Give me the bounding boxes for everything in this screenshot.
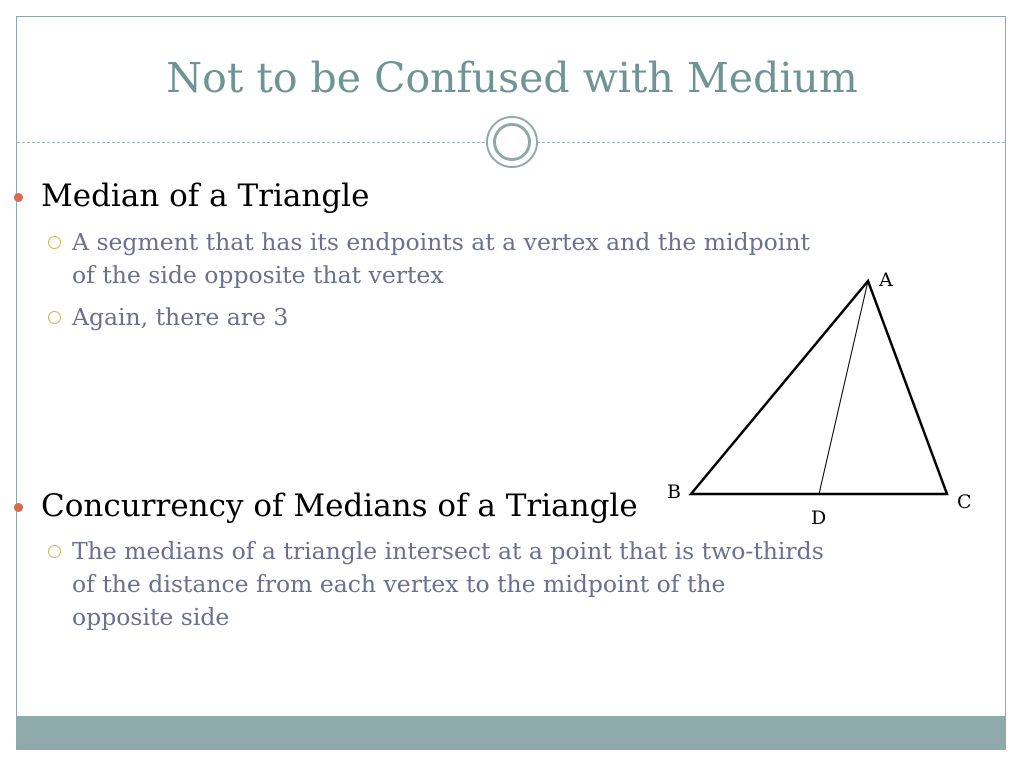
vertex-label-c: C [957, 491, 972, 513]
median-ad [819, 281, 868, 494]
slide-title: Not to be Confused with Medium [166, 54, 858, 102]
sub-bullet-marker [48, 311, 61, 324]
vertex-label-a: A [879, 269, 893, 291]
text-line: of the distance from each vertex to the midpoint of the [72, 570, 726, 598]
vertex-label-b: B [667, 481, 681, 503]
bullet-marker [14, 193, 23, 202]
bullet-marker [14, 503, 23, 512]
sub-bullet-medians-intersect [72, 535, 824, 634]
text-line: opposite side [72, 603, 230, 631]
vertex-label-d: D [811, 507, 827, 529]
triangle-abc [691, 281, 947, 494]
text-line: of the side opposite that vertex [72, 261, 444, 289]
sub-bullet-again-there-are-3 [72, 301, 288, 334]
footer-accent-bar [17, 716, 1005, 749]
text-line: A segment that has its endpoints at a vertex and the midpoint [72, 228, 810, 256]
sub-bullet-marker [48, 236, 61, 249]
sub-bullet-marker [48, 545, 61, 558]
sub-bullet-segment-definition [72, 226, 810, 292]
bullet-median-of-triangle: Median of a Triangle [41, 178, 370, 214]
bullet-concurrency-of-medians: Concurrency of Medians of a Triangle [41, 488, 638, 524]
text-line: The medians of a triangle intersect at a point that is two-thirds [72, 537, 824, 565]
text-line: Again, there are 3 [72, 303, 289, 331]
